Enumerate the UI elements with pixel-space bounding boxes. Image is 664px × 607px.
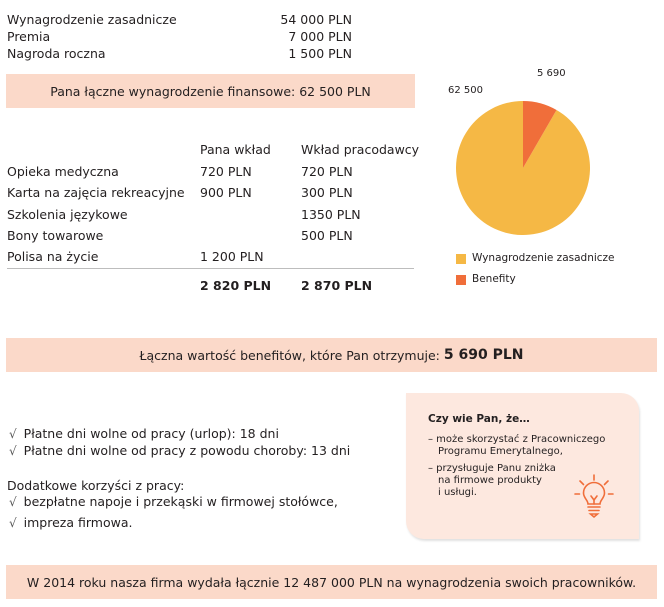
check-icon: √ [9,427,17,441]
check-icon: √ [9,516,17,530]
lightbulb-icon [574,473,614,519]
benefit-employer-value: 500 PLN [301,228,353,243]
list-item-text: impreza firmowa. [23,515,133,530]
salary-label: Nagroda roczna [7,46,106,61]
benefit-row [7,185,414,203]
salary-total-band [6,74,415,108]
pie-data-label-salary: 62 500 [448,85,483,96]
info-box-line: – może skorzystać z Pracowniczego [428,434,606,445]
benefit-row [7,228,414,246]
footer-text: W 2014 roku nasza firma wydała łącznie 12 487 000 PLN na wynagrodzenia swoich pracowników. [26,574,637,590]
salary-total-text: Pana łączne wynagrodzenie finansowe: 62 500 PLN [50,83,371,99]
salary-row [7,29,352,46]
benefit-employer-value: 720 PLN [301,164,353,179]
extras-heading: Dodatkowe korzyści z pracy: [7,478,185,493]
benefit-employee-value: 720 PLN [200,164,252,179]
benefit-label: Opieka medyczna [7,164,119,179]
salary-value: 54 000 PLN [280,12,352,27]
legend-swatch-salary [456,254,466,264]
salary-value: 1 500 PLN [288,46,352,61]
list-item [9,426,279,443]
list-item-text: Płatne dni wolne od pracy z powodu choroby: 13 dni [23,443,351,458]
benefit-row [7,207,414,225]
table-divider [7,268,414,269]
benefits-total-text: Łączna wartość benefitów, które Pan otrzymuje: [139,347,440,363]
info-box-line: – przysługuje Panu zniżka [428,463,556,474]
total-employer: 2 870 PLN [301,278,373,293]
column-header-employer: Wkład pracodawcy [301,142,420,157]
info-box-line: i usługi. [438,487,477,498]
info-box-line: na firmowe produkty [438,475,542,486]
benefit-employee-value: 900 PLN [200,185,252,200]
salary-row [7,46,352,63]
benefit-label: Bony towarowe [7,228,104,243]
legend-label-benefits: Benefity [472,273,516,285]
benefit-label: Karta na zajęcia rekreacyjne [7,185,185,200]
salary-label: Premia [7,29,51,44]
info-box-title: Czy wie Pan, że… [428,413,530,425]
benefit-label: Szkolenia językowe [7,207,128,222]
check-icon: √ [9,495,17,509]
salary-row [7,12,352,29]
pie-chart [455,100,591,236]
benefit-label: Polisa na życie [7,249,99,264]
benefit-employer-value: 1350 PLN [301,207,361,222]
info-box-line: Programu Emerytalnego, [438,446,563,457]
benefits-total-value: 5 690 PLN [443,347,524,363]
list-item [9,443,350,460]
info-box [406,393,639,539]
pie-data-label-benefits: 5 690 [537,68,566,79]
list-item [9,515,132,532]
benefit-row [7,164,414,182]
column-header-employee: Pana wkład [200,142,271,157]
legend-swatch-benefits [456,275,466,285]
benefit-employer-value: 300 PLN [301,185,353,200]
list-item [9,494,338,511]
footer-band [6,565,657,599]
legend-label-salary: Wynagrodzenie zasadnicze [472,252,615,264]
benefit-employee-value: 1 200 PLN [200,249,264,264]
list-item-text: Płatne dni wolne od pracy (urlop): 18 dni [23,426,279,441]
benefits-total-band [6,338,657,372]
total-employee: 2 820 PLN [200,278,272,293]
list-item-text: bezpłatne napoje i przekąski w firmowej stołówce, [23,494,338,509]
salary-value: 7 000 PLN [288,29,352,44]
benefit-row [7,249,414,267]
check-icon: √ [9,444,17,458]
salary-label: Wynagrodzenie zasadnicze [7,12,177,27]
